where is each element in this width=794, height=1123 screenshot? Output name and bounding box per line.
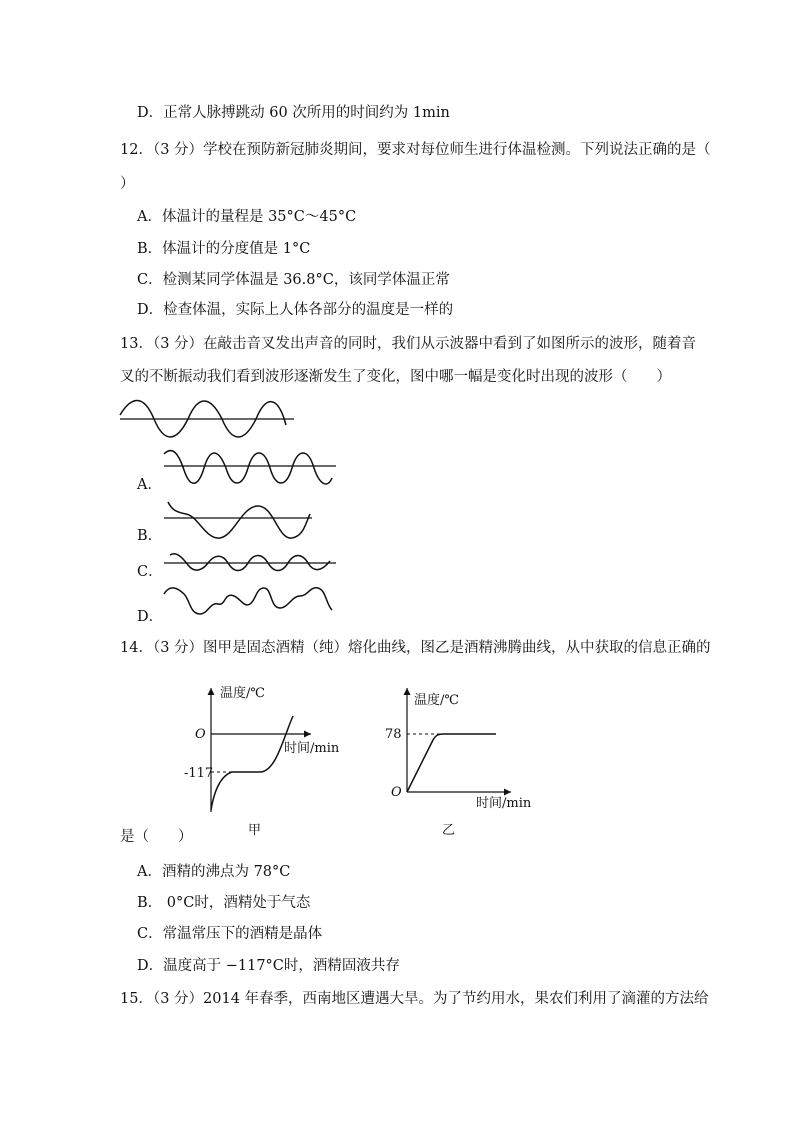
q12-stem-line1: 12．（3 分）学校在预防新冠肺炎期间，要求对每位师生进行体温检测。下列说法正确的是（ <box>120 142 711 158</box>
melting-xlabel: 时间/min <box>284 741 340 756</box>
q14-option-c: C．常温常压下的酒精是晶体 <box>137 926 323 942</box>
boiling-curve-graph <box>384 684 554 844</box>
q14-option-b: B． 0°C时，酒精处于气态 <box>137 895 311 911</box>
q13-waveform-d <box>160 580 340 625</box>
melting-caption: 甲 <box>248 823 262 838</box>
q13-stem-line2: 叉的不断振动我们看到波形逐渐发生了变化，图中哪一幅是变化时出现的波形（ ） <box>120 369 671 385</box>
q12-option-c: C．检测某同学体温是 36.8°C，该同学体温正常 <box>137 272 450 288</box>
melting-ylabel: 温度/℃ <box>220 686 265 701</box>
melting-origin: O <box>195 727 206 742</box>
q13-stem-line1: 13．（3 分）在敲击音叉发出声音的同时，我们从示波器中看到了如图所示的波形，随着音 <box>120 336 697 352</box>
q14-stem-line1: 14．（3 分）图甲是固态酒精（纯）熔化曲线，图乙是酒精沸腾曲线，从中获取的信息正确的 <box>120 640 711 656</box>
boiling-tick-label: 78 <box>385 727 402 742</box>
boiling-ylabel: 温度/℃ <box>414 693 459 708</box>
melting-curve <box>211 716 293 810</box>
boiling-xlabel: 时间/min <box>476 796 532 811</box>
q12-option-b: B．体温计的分度值是 1°C <box>137 241 311 257</box>
q12-option-d: D．检查体温，实际上人体各部分的温度是一样的 <box>137 302 454 318</box>
q11-option-d: D．正常人脉搏跳动 60 次所用的时间约为 1min <box>137 105 450 121</box>
q12-stem-line2: ） <box>120 176 135 192</box>
q13-option-c-label: C． <box>137 564 163 580</box>
q13-waveform-b <box>160 500 320 545</box>
melting-curve-graph <box>180 684 360 844</box>
q14-stem-line2: 是（ ） <box>120 829 193 845</box>
q12-option-a: A．体温计的量程是 35°C～45°C <box>137 209 357 225</box>
q14-option-d: D．温度高于 −117°C时，酒精固液共存 <box>137 958 400 974</box>
q13-waveform-c <box>160 549 340 579</box>
q13-option-d-label: D． <box>137 609 164 625</box>
boiling-origin: O <box>391 785 402 800</box>
reference-waveform <box>118 395 298 440</box>
boiling-curve <box>407 734 496 792</box>
melting-tick-label: -117 <box>184 766 214 781</box>
boiling-caption: 乙 <box>442 823 456 838</box>
q13-option-a-label: A． <box>137 477 162 493</box>
q14-option-a: A．酒精的沸点为 78°C <box>137 864 291 880</box>
q13-waveform-a <box>160 448 340 493</box>
q13-option-b-label: B． <box>137 528 163 544</box>
q15-stem-line1: 15．（3 分）2014 年春季，西南地区遭遇大旱。为了节约用水，果农们利用了滴灌的方法给 <box>120 991 709 1007</box>
